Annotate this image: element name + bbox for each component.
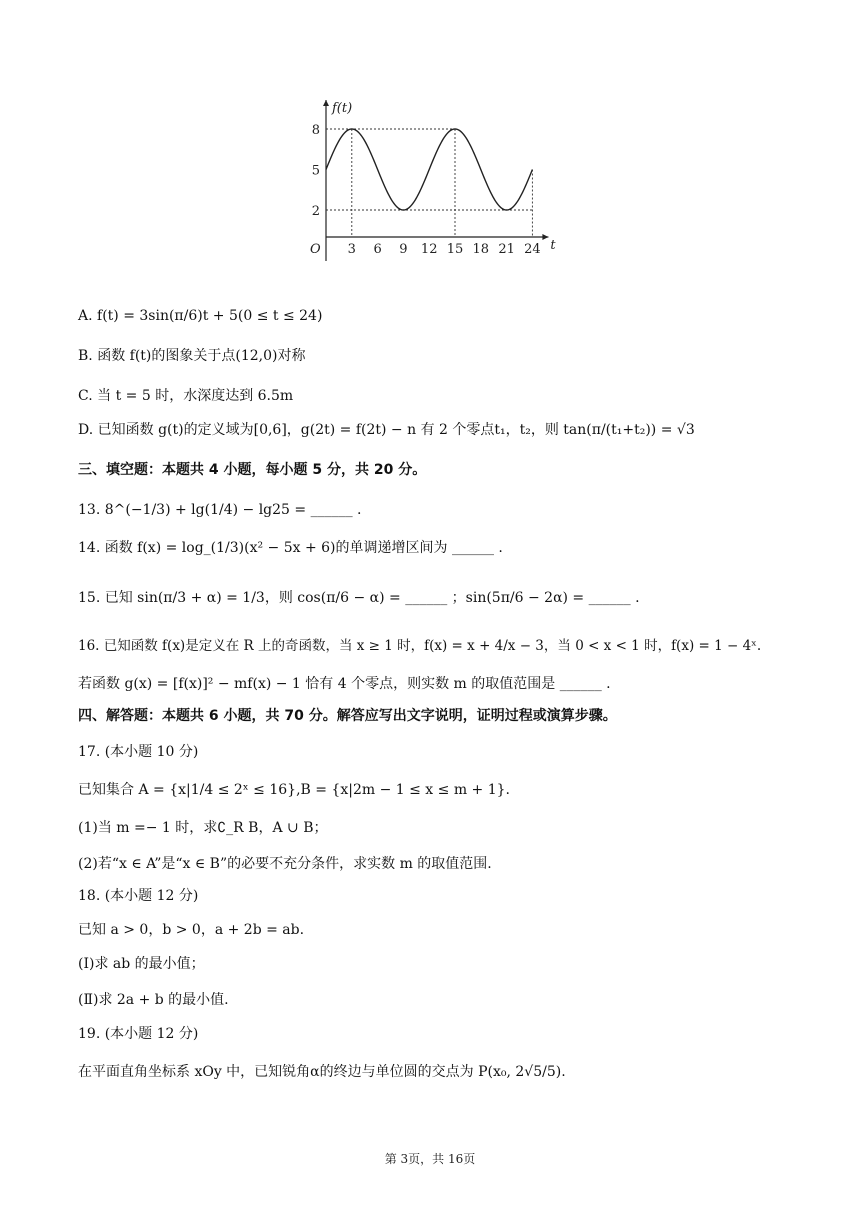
- question-17-part2: (2)若“x ∈ A”是“x ∈ B”的必要不充分条件，求实数 m 的取值范围.: [78, 856, 492, 872]
- question-13: 13. 8^(−1/3) + lg(1/4) − lg25 = ______ .: [78, 502, 362, 518]
- question-16-line1: 16. 已知函数 f(x)是定义在 R 上的奇函数，当 x ≥ 1 时，f(x) = x + 4/x − 3，当 0 < x < 1 时，f(x) = 1 − 4ˣ.: [78, 638, 762, 654]
- x-tick-label-9: 9: [399, 242, 408, 257]
- x-axis-arrow: [542, 234, 548, 240]
- question-19-stem: 在平面直角坐标系 xOy 中，已知锐角α的终边与单位圆的交点为 P(x₀, 2√5/5).: [78, 1064, 566, 1080]
- y-tick-label-2: 2: [311, 204, 320, 219]
- question-17-title: 17. (本小题 10 分): [78, 744, 199, 760]
- question-17-part1: (1)当 m =− 1 时，求∁_R B，A ∪ B；: [78, 820, 328, 836]
- x-tick-label-24: 24: [524, 242, 541, 257]
- x-tick-label-21: 21: [498, 242, 515, 257]
- x-tick-label-15: 15: [446, 242, 464, 257]
- option-b: B. 函数 f(t)的图象关于点(12,0)对称: [78, 348, 306, 364]
- y-tick-label-5: 5: [311, 163, 320, 179]
- question-15: 15. 已知 sin(π/3 + α) = 1/3，则 cos(π/6 − α) = ______ ；sin(5π/6 − 2α) = ______ .: [78, 590, 640, 606]
- section-4-heading: 四、解答题：本题共 6 小题，共 70 分。解答应写出文字说明，证明过程或演算步骤。: [78, 708, 617, 724]
- series-line: [326, 129, 532, 210]
- option-d: D. 已知函数 g(t)的定义域为[0,6]，g(2t) = f(2t) − n 有 2 个零点t₁，t₂，则 tan(π/(t₁+t₂)) = √3: [78, 422, 695, 438]
- x-tick-label-6: 6: [373, 242, 382, 257]
- option-c: C. 当 t = 5 时，水深度达到 6.5m: [78, 388, 294, 404]
- origin-label: O: [310, 242, 321, 257]
- question-17-stem: 已知集合 A = {x|1/4 ≤ 2ˣ ≤ 16},B = {x|2m − 1 ≤ x ≤ m + 1}.: [78, 782, 511, 798]
- question-19-title: 19. (本小题 12 分): [78, 1026, 199, 1042]
- x-tick-label-18: 18: [472, 242, 490, 257]
- question-18-part1: (Ⅰ)求 ab 的最小值；: [78, 956, 205, 972]
- question-16-line2: 若函数 g(x) = [f(x)]² − mf(x) − 1 恰有 4 个零点，则实数 m 的取值范围是 ______ .: [78, 676, 611, 692]
- sine-graph: [300, 96, 570, 268]
- question-18-title: 18. (本小题 12 分): [78, 888, 199, 904]
- x-tick-label-3: 3: [347, 242, 356, 257]
- x-tick-label-12: 12: [420, 242, 438, 257]
- y-axis-arrow: [323, 100, 329, 106]
- section-3-heading: 三、填空题：本题共 4 小题，每小题 5 分，共 20 分。: [78, 462, 427, 478]
- question-14: 14. 函数 f(x) = log_(1/3)(x² − 5x + 6)的单调递增区间为 ______ .: [78, 540, 503, 556]
- y-tick-label-8: 8: [311, 123, 320, 138]
- y-axis-label: f(t): [332, 101, 353, 116]
- option-a: A. f(t) = 3sin(π/6)t + 5(0 ≤ t ≤ 24): [78, 308, 323, 324]
- x-axis-label: t: [550, 238, 556, 253]
- question-18-part2: (Ⅱ)求 2a + b 的最小值.: [78, 992, 229, 1008]
- question-18-stem: 已知 a > 0，b > 0，a + 2b = ab.: [78, 922, 305, 938]
- page-footer: 第 3页，共 16页: [384, 1152, 476, 1166]
